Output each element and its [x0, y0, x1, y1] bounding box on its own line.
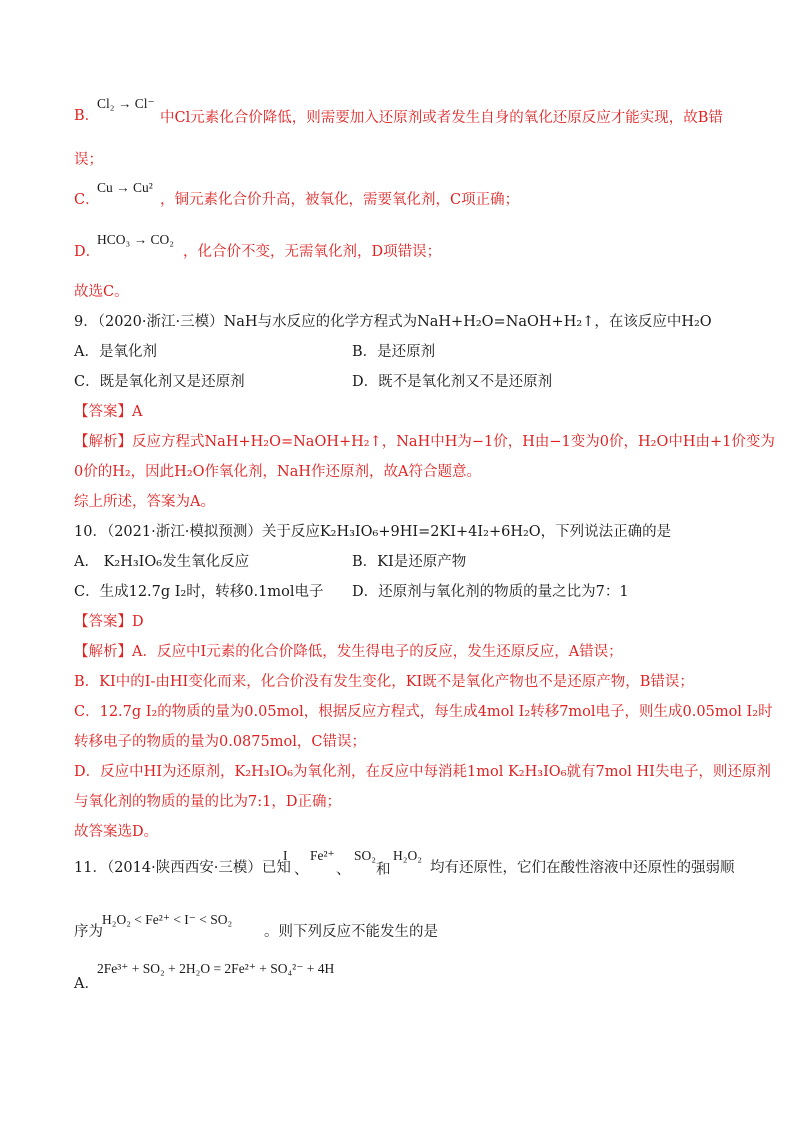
- analysis-c-text: ，铜元素化合价升高，被氧化，需要氧化剂，C项正确；: [160, 192, 520, 208]
- question-11-order-suffix: 。则下列反应不能发生的是: [264, 924, 438, 940]
- formula-reducing-order: H₂O₂ < Fe²⁺ < I⁻ < SO₂: [102, 912, 233, 927]
- formula-hco3-to-co2: HCO₃ → CO₂: [97, 232, 174, 247]
- q10-analysis-c-line1: C．12.7g I₂的物质的量为0.05mol，根据反应方程式，每生成4mol I₂转移7mol电子，则生成0.05mol I₂时: [74, 704, 773, 720]
- formula-so2: SO₂: [354, 848, 376, 863]
- q10-analysis-d-line1: D．反应中HI为还原剂，K₂H₃IO₆为氧化剂，在反应中每消耗1mol K₂H₃IO₆就有7mol HI失电子，则还原剂: [74, 764, 771, 780]
- q10-option-d: D．还原剂与氧化剂的物质的量之比为7：1: [352, 584, 629, 600]
- analysis-b-text: 中Cl元素化合价降低，则需要加入还原剂或者发生自身的氧化还原反应才能实现，故B错: [160, 110, 723, 126]
- q9-option-a: A．是氧化剂: [74, 344, 157, 360]
- question-11-stem-prefix: 11．（2014·陕西西安·三模）已知: [74, 860, 291, 876]
- q10-option-c: C．生成12.7g I₂时，转移0.1mol电子: [74, 584, 324, 600]
- q10-answer: 【答案】D: [74, 614, 144, 630]
- analysis-d-label: D．: [74, 244, 101, 260]
- q10-analysis-d-line2: 与氧化剂的物质的量的比为7:1，D正确；: [74, 794, 341, 810]
- q9-summary: 综上所述，答案为A。: [74, 494, 215, 510]
- q9-analysis-line1: 【解析】反应方程式NaH+H₂O=NaOH+H₂↑，NaH中H为−1价，H由−1变为0价，H₂O中H由+1价变为: [74, 434, 775, 450]
- q10-analysis-c-line2: 转移电子的物质的量为0.0875mol，C错误；: [74, 734, 366, 750]
- question-10-stem: 10．（2021·浙江·模拟预测）关于反应K₂H₃IO₆+9HI=2KI+4I₂+6H₂O，下列说法正确的是: [74, 524, 672, 540]
- q9-option-d: D．既不是氧化剂又不是还原剂: [352, 374, 553, 390]
- q9-option-c: C．既是氧化剂又是还原剂: [74, 374, 245, 390]
- q10-option-b: B．KI是还原产物: [352, 554, 467, 570]
- analysis-d-text: ，化合价不变，无需氧化剂，D项错误；: [183, 244, 442, 260]
- formula-h2o2: H₂O₂: [393, 848, 422, 863]
- q10-analysis-a: 【解析】A．反应中I元素的化合价降低，发生得电子的反应，发生还原反应，A错误；: [74, 644, 623, 660]
- analysis-b-line: [74, 106, 99, 126]
- option-label: B．: [74, 108, 100, 124]
- q9-option-b: B．是还原剂: [352, 344, 436, 360]
- conclusion-c: 故选C。: [74, 284, 129, 300]
- q11-option-a-label: A．: [74, 976, 99, 992]
- separator: 、: [336, 862, 351, 878]
- q10-option-a: A． K₂H₃IO₆发生氧化反应: [74, 554, 250, 570]
- formula-cl2-to-cl: Cl₂ → Cl⁻: [97, 96, 155, 111]
- separator-and: 和: [376, 862, 391, 878]
- analysis-c-label: C．: [74, 192, 100, 208]
- q10-conclusion: 故答案选D。: [74, 824, 159, 840]
- question-11-order-prefix: 序为: [74, 924, 103, 940]
- q10-analysis-b: B．KI中的I-由HI变化而来，化合价没有发生变化，KI既不是氧化产物也不是还原产物，B错误；: [74, 674, 694, 690]
- question-11-stem-suffix: 均有还原性，它们在酸性溶液中还原性的强弱顺: [430, 860, 735, 876]
- formula-fe2: Fe²⁺: [310, 848, 335, 863]
- separator: 、: [294, 862, 309, 878]
- formula-iodide: I: [283, 848, 288, 863]
- question-9-stem: 9．（2020·浙江·三模）NaH与水反应的化学方程式为NaH+H₂O=NaOH+H₂↑，在该反应中H₂O: [74, 314, 712, 330]
- analysis-b-text-cont: 误；: [74, 152, 103, 168]
- q9-answer: 【答案】A: [74, 404, 143, 420]
- q11-option-a-formula: 2Fe³⁺ + SO₂ + 2H₂O = 2Fe²⁺ + SO₄²⁻ + 4H: [97, 961, 335, 976]
- q9-analysis-line2: 0价的H₂，因此H₂O作氧化剂，NaH作还原剂，故A符合题意。: [74, 464, 481, 480]
- formula-cu-to-cu2: Cu → Cu²: [97, 180, 153, 195]
